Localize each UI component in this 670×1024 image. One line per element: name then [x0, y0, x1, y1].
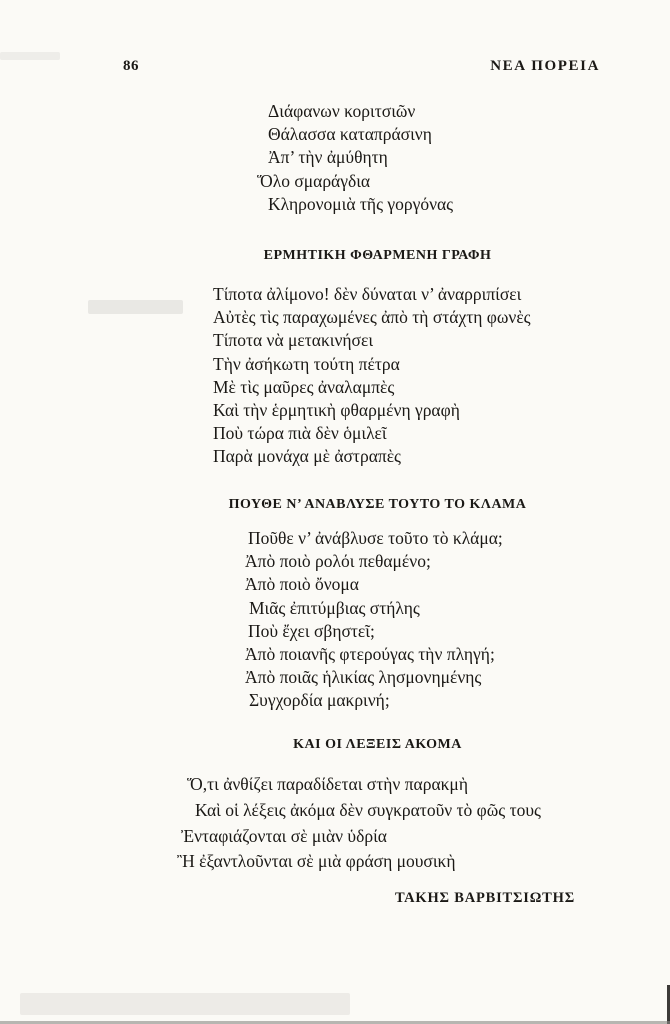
poem-line: Ἀπ’ τὴν ἀμύθητη [268, 147, 388, 168]
journal-title: ΝΕΑ ΠΟΡΕΙΑ [490, 58, 600, 74]
poem-line: Καὶ οἱ λέξεις ἀκόμα δὲν συγκρατοῦν τὸ φῶς τους [195, 799, 541, 820]
poem-stanza-untitled [257, 100, 454, 216]
poem-line: Ποὺ τώρα πιὰ δὲν ὁμιλεῖ [213, 423, 387, 444]
poem-line: Αὐτὲς τὶς παραχωμένες ἀπὸ τὴ στάχτη φωνὲς [213, 307, 531, 328]
poem-line: Ἀπὸ ποιὸ ρολόι πεθαμένο; [245, 551, 431, 572]
poem-stanza [177, 772, 541, 875]
poem-line: Παρὰ μονάχα μὲ ἀστραπὲς [213, 446, 401, 467]
poem-line: Συγχορδία μακρινή; [249, 690, 390, 711]
poem-line: Ποὺ ἔχει σβηστεῖ; [248, 620, 375, 641]
poem-stanza [245, 527, 503, 713]
poem-line: Ὅλο σμαράγδια [257, 170, 371, 191]
poem-title: ΕΡΜΗΤΙΚΗ ΦΘΑΡΜΕΝΗ ΓΡΑΦΗ [263, 248, 492, 263]
poem-line: Διάφανων κοριτσιῶν [268, 101, 416, 121]
scan-artifact [0, 52, 60, 60]
scan-artifact [20, 993, 350, 1015]
poem-line: Ἐνταφιάζονται σὲ μιὰν ὑδρία [181, 825, 387, 846]
poem-line: Ποῦθε ν’ ἀνάβλυσε τοῦτο τὸ κλάμα; [248, 528, 503, 548]
poem-stanza [213, 283, 531, 469]
poem-title: ΚΑΙ ΟΙ ΛΕΞΕΙΣ ΑΚΟΜΑ [293, 737, 462, 752]
poem-line: Κληρονομιὰ τῆς γοργόνας [268, 193, 454, 214]
poem-line: Ὅ,τι ἀνθίζει παραδίδεται στὴν παρακμὴ [187, 774, 468, 794]
poem-line: Ἢ ἐξαντλοῦνται σὲ μιὰ φράση μουσικὴ [177, 851, 456, 872]
poem-line: Καὶ τὴν ἑρμητικὴ φθαρμένη γραφὴ [213, 400, 460, 421]
poem-line: Τίποτα ἀλίμονο! δὲν δύναται ν’ ἀναρριπίσει [213, 284, 522, 304]
poem-line: Ἀπὸ ποιὸ ὄνομα [245, 574, 359, 595]
poem-line: Τὴν ἀσήκωτη τούτη πέτρα [213, 353, 400, 374]
poem-line: Ἀπὸ ποιᾶς ἡλικίας λησμονημένης [245, 667, 482, 688]
page-number: 86 [123, 58, 139, 74]
poem-line: Ἀπὸ ποιανῆς φτερούγας τὴν πληγή; [245, 644, 495, 665]
scan-artifact [88, 300, 183, 314]
poem-line: Τίποτα νὰ μετακινήσει [213, 330, 374, 351]
author-name: ΤΑΚΗΣ ΒΑΡΒΙΤΣΙΩΤΗΣ [395, 890, 575, 906]
poem-line: Μιᾶς ἐπιτύμβιας στήλης [249, 597, 420, 618]
poem-line: Θάλασσα καταπράσινη [268, 124, 432, 145]
poem-line: Μὲ τὶς μαῦρες ἀναλαμπὲς [213, 376, 395, 397]
poem-title: ΠΟΥΘΕ Ν’ ΑΝΑΒΛΥΣΕ ΤΟΥΤΟ ΤΟ ΚΛΑΜΑ [228, 497, 527, 512]
